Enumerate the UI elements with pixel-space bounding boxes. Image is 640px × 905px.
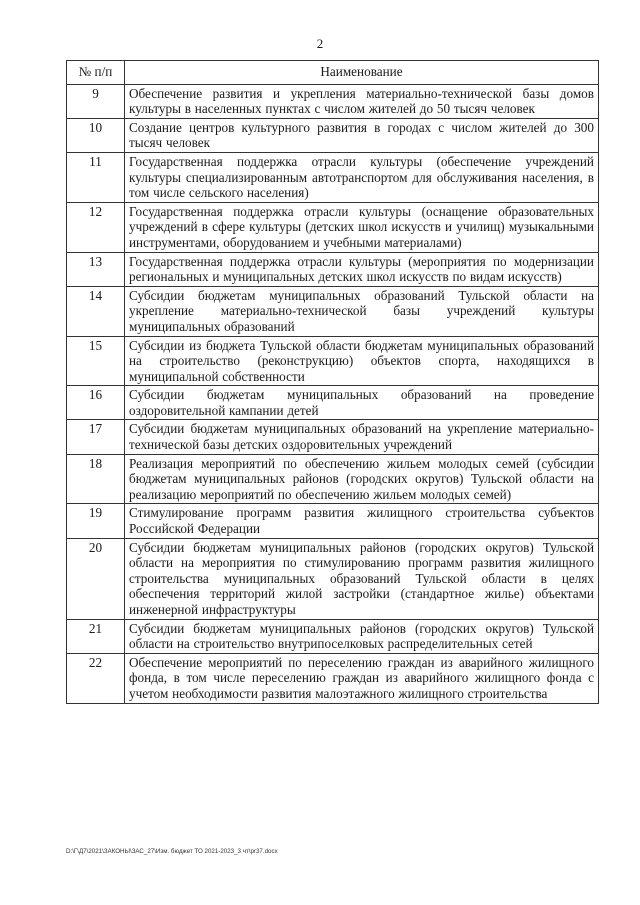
table-row [67, 286, 599, 336]
row-name: Субсидии бюджетам муниципальных образований на укрепление материально-технической базы детских оздоровительных учреждений [125, 420, 599, 454]
row-number: 18 [67, 454, 125, 504]
row-name: Государственная поддержка отрасли культуры (мероприятия по модернизации региональных и муниципальных детских школ искусств по видам искусств) [125, 252, 599, 286]
row-name: Субсидии бюджетам муниципальных районов (городских округов) Тульской области на мероприятия по стимулированию программ развития жилищного строительства муниципальных образований Тульской области в целях обеспечения территорий жилой застройки (стандартное жилье) объектами инженерной инфраструктуры [125, 538, 599, 619]
row-number: 19 [67, 504, 125, 538]
table-row [67, 252, 599, 286]
row-number: 20 [67, 538, 125, 619]
table-row [67, 336, 599, 386]
row-number: 11 [67, 152, 125, 202]
row-number: 10 [67, 118, 125, 152]
table-row [67, 653, 599, 703]
row-number: 16 [67, 386, 125, 420]
row-name: Государственная поддержка отрасли культуры (оснащение образовательных учреждений в сфере культуры (детских школ искусств и училищ) музыкальными инструментами, оборудованием и учебными материалами) [125, 202, 599, 252]
table-row [67, 84, 599, 118]
row-number: 15 [67, 336, 125, 386]
header-num: № п/п [67, 61, 125, 85]
table-row [67, 420, 599, 454]
row-number: 12 [67, 202, 125, 252]
row-number: 22 [67, 653, 125, 703]
items-table [66, 60, 599, 704]
table-row [67, 619, 599, 653]
row-name: Субсидии бюджетам муниципальных районов (городских округов) Тульской области на строительство внутрипоселковых распределительных сетей [125, 619, 599, 653]
row-name: Субсидии бюджетам муниципальных образований Тульской области на укрепление материально-технической базы учреждений культуры муниципальных образований [125, 286, 599, 336]
table-row [67, 152, 599, 202]
table-row [67, 202, 599, 252]
table-row [67, 118, 599, 152]
row-name: Обеспечение мероприятий по переселению граждан из аварийного жилищного фонда, в том числе переселению граждан из аварийного жилищного фонда с учетом необходимости развития малоэтажного жилищного строительства [125, 653, 599, 703]
row-name: Государственная поддержка отрасли культуры (обеспечение учреждений культуры специализированным автотранспортом для обслуживания населения, в том числе сельского населения) [125, 152, 599, 202]
footer-file-path: D:\Г\Д7\2021\ЗАКОНЫ\ЗАС_27\Изм. бюджет ТО 2021-2023_3 чт\pr37.docx [66, 848, 278, 855]
row-name: Создание центров культурного развития в городах с числом жителей до 300 тысяч человек [125, 118, 599, 152]
row-number: 9 [67, 84, 125, 118]
row-number: 13 [67, 252, 125, 286]
row-number: 21 [67, 619, 125, 653]
row-number: 14 [67, 286, 125, 336]
header-name: Наименование [125, 61, 599, 85]
row-name: Реализация мероприятий по обеспечению жильем молодых семей (субсидии бюджетам муниципальных районов (городских округов) Тульской области на реализацию мероприятий по обеспечению жильем молодых семей) [125, 454, 599, 504]
row-number: 17 [67, 420, 125, 454]
table-header-row [67, 61, 599, 85]
table-row [67, 386, 599, 420]
row-name: Субсидии из бюджета Тульской области бюджетам муниципальных образований на строительство (реконструкцию) объектов спорта, находящихся в муниципальной собственности [125, 336, 599, 386]
table-row [67, 454, 599, 504]
row-name: Стимулирование программ развития жилищного строительства субъектов Российской Федерации [125, 504, 599, 538]
page-number: 2 [316, 36, 324, 51]
row-name: Субсидии бюджетам муниципальных образований на проведение оздоровительной кампании детей [125, 386, 599, 420]
row-name: Обеспечение развития и укрепления материально-технической базы домов культуры в населенных пунктах с числом жителей до 50 тысяч человек [125, 84, 599, 118]
table-row [67, 504, 599, 538]
table-row [67, 538, 599, 619]
